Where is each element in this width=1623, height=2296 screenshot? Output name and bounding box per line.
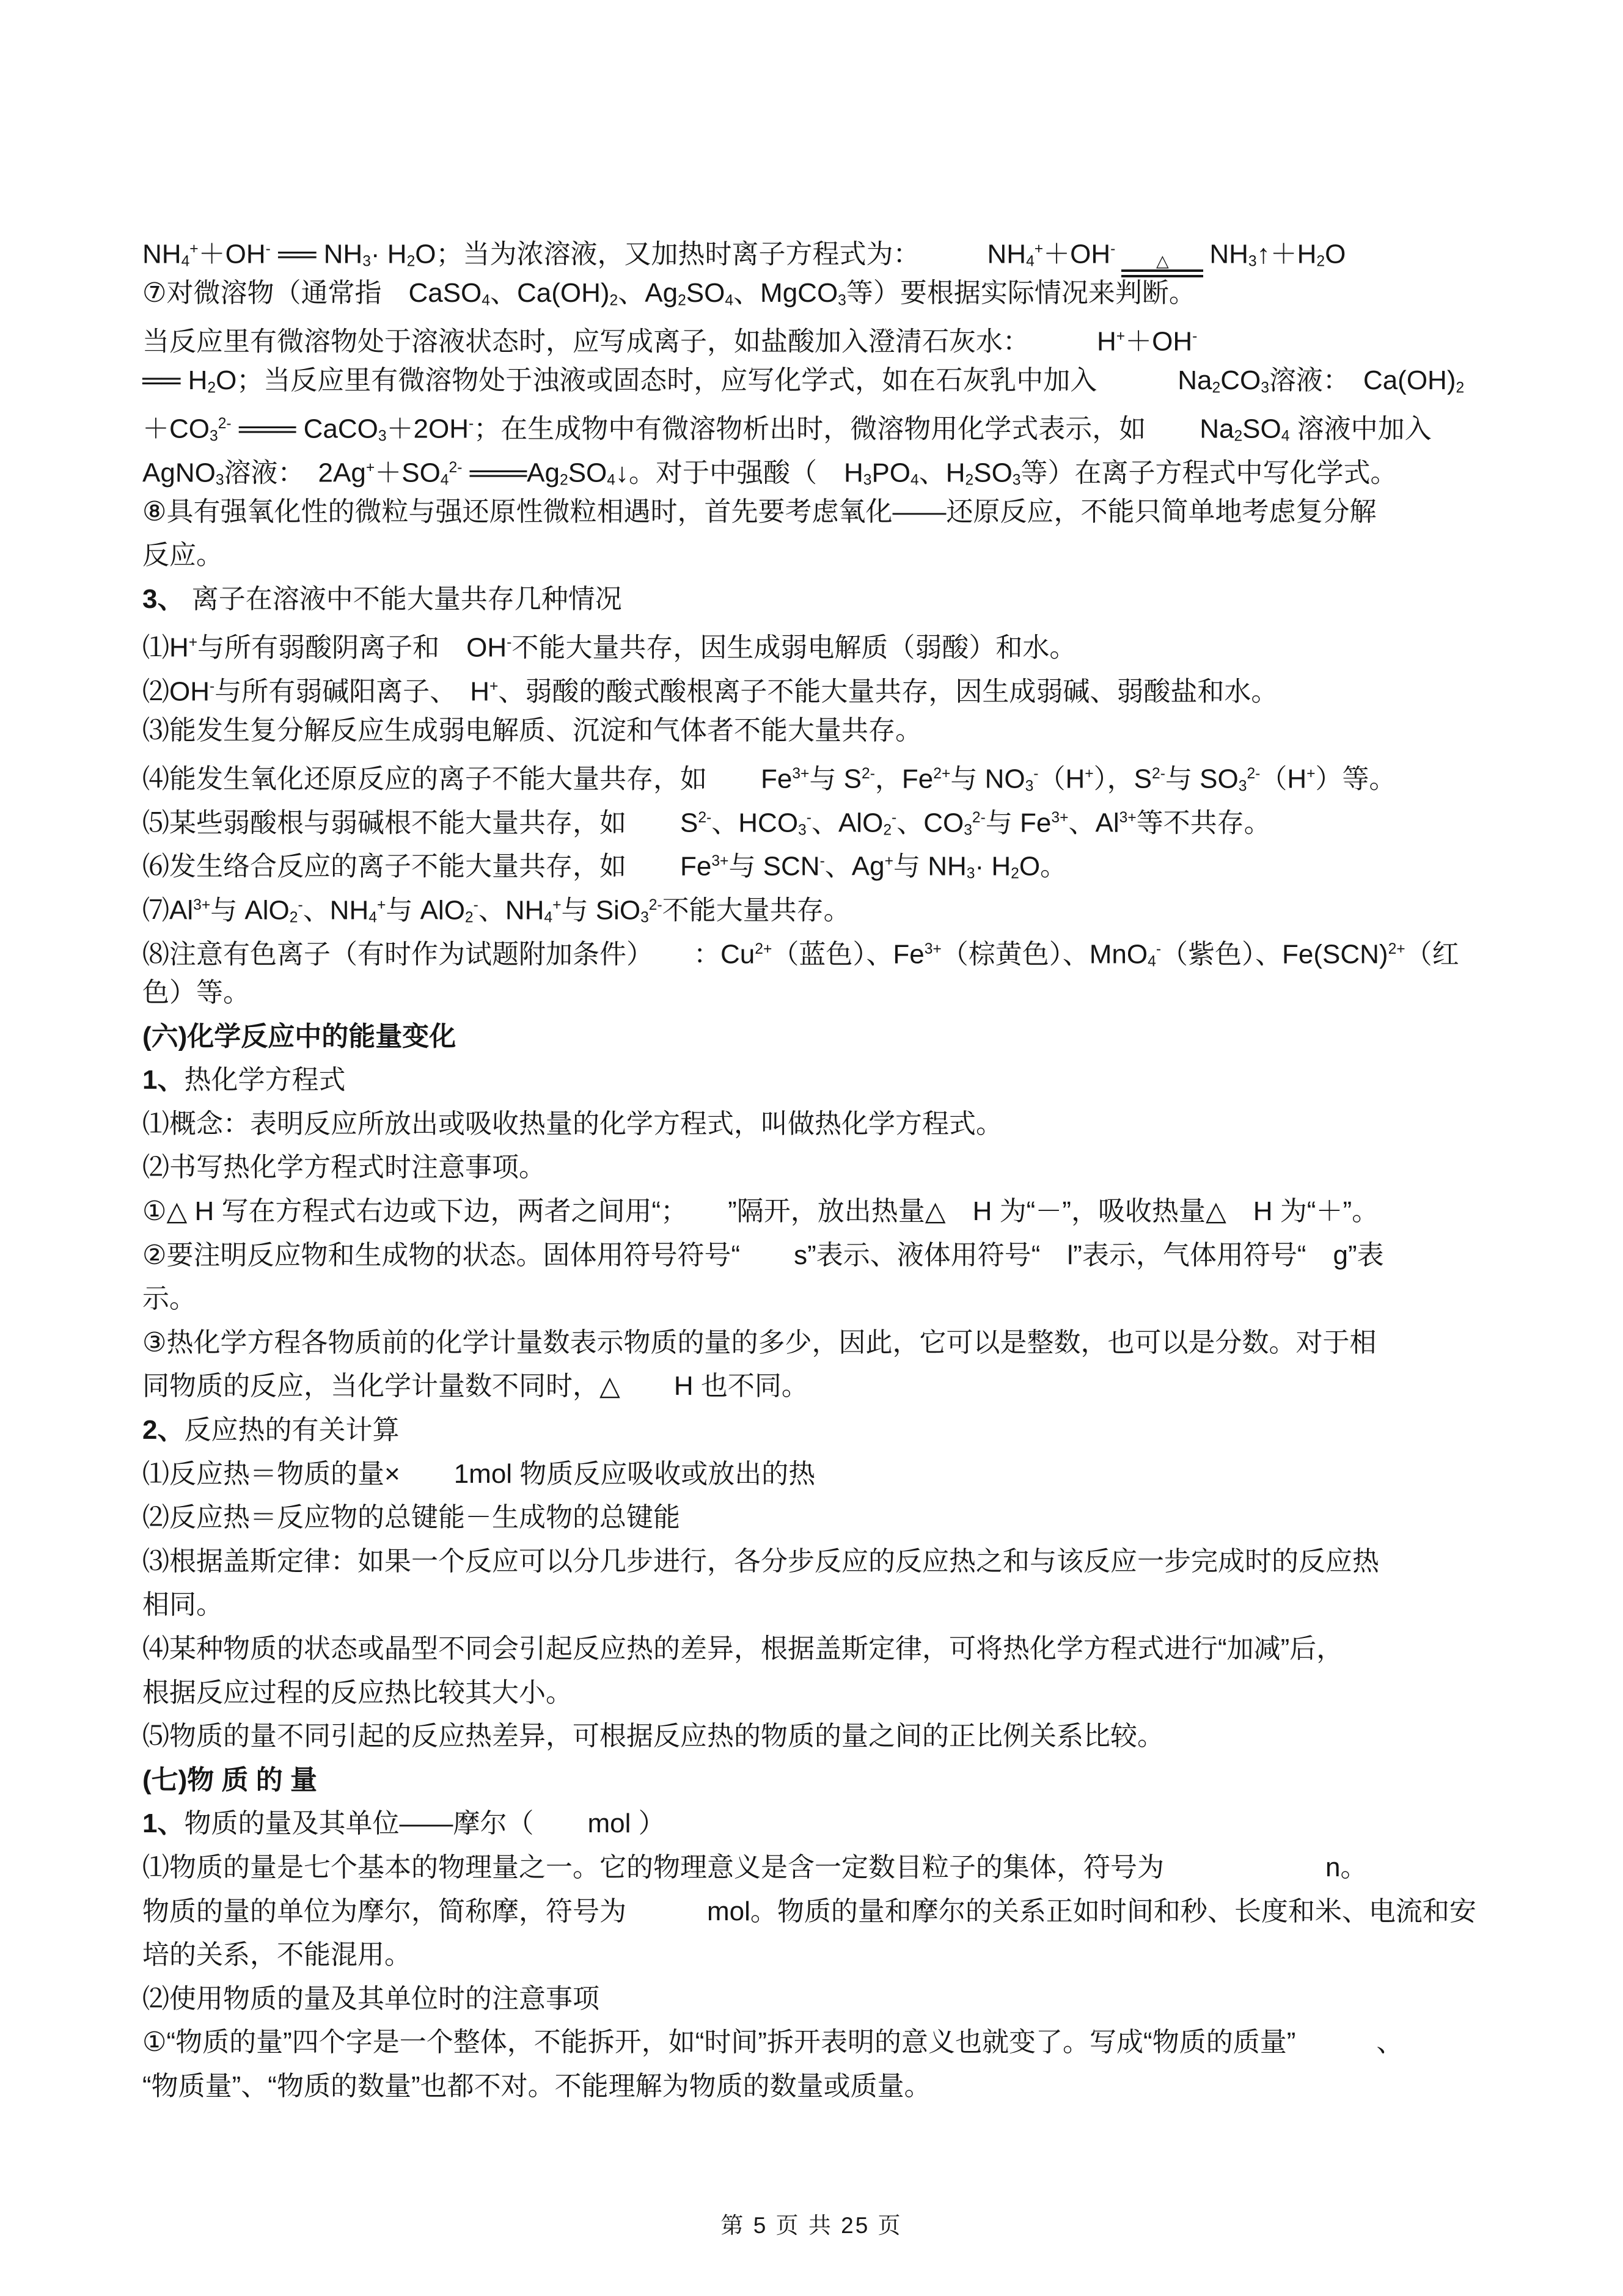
text-line-36: (七)物 质 的 量 <box>142 1764 317 1795</box>
text-line-10: ⑴H+与所有弱酸阴离子和 OH-不能大量共存，因生成弱电解质（弱酸）和水。 <box>142 632 1077 663</box>
text-line-2: ⑦对微溶物（通常指 CaSO$_4$、$Ca(OH)_2$、$Ag_2SO_4$、MgCO$_3$等）要根据实际情况来判断。 <box>142 277 1196 309</box>
text-line-27: 同物质的反应，当化学计量数不同时，△ H 也不同。 <box>142 1371 808 1402</box>
text-line-32: 相同。 <box>142 1590 223 1620</box>
text-line-34: 根据反应过程的反应热比较其大小。 <box>142 1677 573 1708</box>
delta-icon: △ <box>1156 252 1169 271</box>
text-line-14: ⑸某些弱酸根与弱碱根不能大量共存，如 $S^{2-}$、$HCO_3^-$、AlO$_2$-、$CO_3^{2-}$与 $Fe^{3+}$、$Al^{3+}$等不共存。 <box>142 807 1271 839</box>
text-line-18: 色）等。 <box>142 978 250 1008</box>
text-line-13: ⑷能发生氧化还原反应的离子不能大量共存，如 $Fe^{3+}$与 $S^{2-}$，$Fe^{2+}$与 $NO_3^-(H^+)$，$S^{2-}$与 $SO_3^{2-}(H^+)$等。 <box>142 764 1396 795</box>
text-line-21: ⑴概念：表明反应所放出或吸收热量的化学方程式，叫做热化学方程式。 <box>142 1108 1003 1139</box>
text-line-9: 3、 离子在溶液中不能大量共存几种情况 <box>142 583 622 614</box>
text-line-28: 2、反应热的有关计算 <box>142 1415 400 1446</box>
page-footer <box>0 2207 1623 2240</box>
text-line-7: ⑧具有强氧化性的微粒与强还原性微粒相遇时，首先要考虑氧化——还原反应，不能只简单地考虑复分解 <box>142 496 1377 527</box>
text-line-39: 物质的量的单位为摩尔，简称摩，符号为 mol。物质的量和摩尔的关系正如时间和秒、长度和米、电流和安 <box>142 1896 1476 1926</box>
text-line-16: $⑺Al^{3+}$与 AlO$_2$-、$NH_4^+$与 AlO$_2$-、$NH_4^+$与 SiO$_3^{2-}$不能大量共存。 <box>142 895 851 926</box>
text-line-23: ①△ H 写在方程式右边或下边，两者之间用“； ”隔开，放出热量△ H 为“－”，吸收热量△ H 为“＋”。 <box>142 1196 1379 1227</box>
page-number-text: 第 5 页 共 25 页 <box>720 2213 903 2238</box>
text-line-1: $NH_4^++OH^-$ ══ $NH_3\cdot H_2O$；当为浓溶液，又加热时离子方程式为： $NH_4^++OH^-$ △ $NH_3↑+H_2O$ <box>142 227 1505 271</box>
text-line-37: 1、物质的量及其单位——摩尔（ mol ） <box>142 1808 665 1839</box>
text-line-20: 1、热化学方程式 <box>142 1065 346 1095</box>
text-line-4: ══ $H_2O$；当反应里有微溶物处于浊液或固态时，应写化学式，如在石灰乳中加入 $Na_2CO_3$溶液： $Ca(OH)_2$ <box>142 365 1465 397</box>
text-line-19: (六)化学反应中的能量变化 <box>142 1021 456 1051</box>
text-line-5: $+CO_3^{2-}$ ═══ CaCO$_3$＋2OH-；在生成物中有微溶物析出时，微溶物用化学式表示，如 $Na_2SO_4$ 溶液中加入 <box>142 414 1432 445</box>
text-line-29: ⑴反应热＝物质的量× 1mol 物质反应吸收或放出的热 <box>142 1458 816 1489</box>
text-line-17: ⑻注意有色离子（有时作为试题附加条件） ：$Cu^{2+}$（蓝色）、$Fe^{3+}$（棕黄色）、MnO$_4$-（紫色）、Fe(SCN)$^{2+}$（红 <box>142 938 1459 970</box>
text-line-24: ②要注明反应物和生成物的状态。固体用符号符号“ s”表示、液体用符号“ l”表示，气体用符号“ g”表 <box>142 1240 1384 1270</box>
text-line-11: ⑵OH-与所有弱碱阳离子、 H+、弱酸的酸式酸根离子不能大量共存，因生成弱碱、弱酸盐和水。 <box>142 676 1278 707</box>
text-line-30: ⑵反应热＝反应物的总键能－生成物的总键能 <box>142 1502 680 1533</box>
text-line-40: 培的关系，不能混用。 <box>142 1940 411 1970</box>
text-line-26: ③热化学方程各物质前的化学计量数表示物质的量的多少，因此，它可以是整数，也可以是分数。对于相 <box>142 1327 1377 1358</box>
text-line-3: 当反应里有微溶物处于溶液状态时，应写成离子，如盐酸加入澄清石灰水： H+＋OH- <box>142 326 1198 357</box>
text-line-43: “物质量”、“物质的数量”也都不对。不能理解为物质的数量或质量。 <box>142 2071 931 2101</box>
text-line-33: ⑷某种物质的状态或晶型不同会引起反应热的差异，根据盖斯定律，可将热化学方程式进行“加减”后， <box>142 1634 1344 1664</box>
text-line-15: ⑹发生络合反应的离子不能大量共存，如 $Fe^{3+}$与 SCN-、Ag+与 $NH_3\cdot H_2O$。 <box>142 851 1068 882</box>
text-line-22: ⑵书写热化学方程式时注意事项。 <box>142 1152 546 1183</box>
text-line-25: 示。 <box>142 1284 196 1314</box>
text-line-6: AgNO$_3$溶液： $2Ag^++SO_4^{2-}$ $═══Ag_2SO_4↓$。对于中强酸（ $H_3PO_4$、$H_2SO_3$等）在离子方程式中写化学式。 <box>142 458 1398 489</box>
text-line-35: ⑸物质的量不同引起的反应热差异，可根据反应热的物质的量之间的正比例关系比较。 <box>142 1721 1164 1752</box>
document-body <box>142 227 1505 2108</box>
text-line-41: ⑵使用物质的量及其单位时的注意事项 <box>142 1983 599 2014</box>
text-line-12: ⑶能发生复分解反应生成弱电解质、沉淀和气体者不能大量共存。 <box>142 715 922 745</box>
text-line-42: ①“物质的量”四个字是一个整体，不能拆开，如“时间”拆开表明的意义也就变了。写成“物质的质量” 、 <box>142 2027 1404 2058</box>
text-line-38: ⑴物质的量是七个基本的物理量之一。它的物理意义是含一定数目粒子的集体，符号为 n。 <box>142 1852 1368 1882</box>
text-line-8: 反应。 <box>142 540 223 571</box>
text-line-31: ⑶根据盖斯定律：如果一个反应可以分几步进行，各分步反应的反应热之和与该反应一步完成时的反应热 <box>142 1546 1379 1576</box>
